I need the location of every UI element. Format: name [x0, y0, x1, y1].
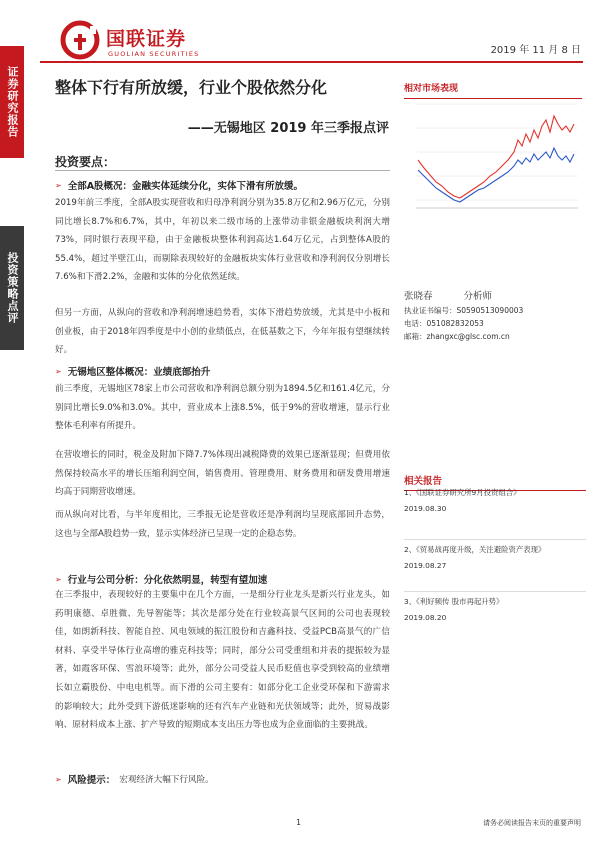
brand-name-en: GUOLIAN SECURITIES: [108, 50, 200, 58]
analyst-info: [404, 290, 586, 343]
analyst-cert: 执业证书编号：S0590513090003: [404, 306, 524, 315]
arrow-bullet-icon: ➢: [55, 180, 62, 190]
analyst-phone: 电话：051082832053: [404, 318, 484, 328]
related-reports-list: [404, 487, 586, 643]
report-date: 2019 年 11 月 8 日: [490, 45, 581, 56]
related-report-date: 2019.08.27: [404, 561, 447, 570]
section-paragraph: 前三季度，无锡地区78家上市公司营收和净利润总额分别为1894.5亿和161.4亿元，分别同比增长9.0%和3.0%。其中，营业成本上涨8.5%，低于9%的营收增速，显示行业整体毛利率有所提升。: [55, 384, 390, 432]
section-heading-text: 风险提示：: [67, 775, 116, 786]
section-heading-risk: [55, 772, 390, 786]
header-divider: [40, 61, 583, 63]
section-heading-all-a-shares: [55, 178, 390, 192]
highlights-divider: [55, 170, 390, 171]
page-number: 1: [296, 818, 302, 827]
related-report-title: 3、《利好频传 股市再起升势》: [404, 597, 504, 606]
report-subtitle: ——无锡地区 2019 年三季报点评: [187, 121, 389, 136]
brand-name-cn: 国联证券: [106, 28, 187, 50]
section-paragraph: 在营收增长的同时，税金及附加下降7.7%体现出减税降费的效果已逐渐显现；但费用依然保持较高水平的增长压缩利润空间，销售费用、管理费用、财务费用和研发费用增速均高于同期营收增速。: [55, 450, 390, 498]
related-report-title: 1、《国联证券研究所9月投资组合》: [404, 488, 521, 497]
related-report-item[interactable]: [404, 539, 586, 591]
chart-series-blue: [418, 148, 574, 202]
report-title: 整体下行有所放缓，行业个股依然分化: [55, 78, 328, 97]
related-reports-heading-label: 相关报告: [404, 476, 443, 487]
section-paragraph: 在三季报中，表现较好的主要集中在几个方面，一是细分行业龙头是新兴行业龙头，如药明康德、卓胜微、先导智能等；其次是部分处在行业较高景气区间的公司也表现较佳，如朗新科技、智能自控、风电领域的振江股份和吉鑫科技、受益PCB高景气的广信材料、享受半导体行业高增的雅克科技等；同时，部分公司受重组和并表的提振较为显著，如霞客环保、雪浪环境等；此外，部分公司受益人民币贬值也享受到较高的业绩增长如立霸股份、中电电机等。而下滑的公司主要有：如部分化工企业受环保和下游需求的影响较大；此外受到下游低迷影响的还有汽车产业链和光伏领域等；此外，贸易战影响、原材料成本上涨、扩产导致的短期成本支出压力等也成为企业面临的主要挑战。: [55, 590, 390, 731]
section-heading-text: 无锡地区整体概况：业绩底部抬升: [67, 367, 211, 378]
highlights-label: 投资要点：: [55, 155, 116, 169]
arrow-bullet-icon: ➢: [55, 774, 62, 784]
brand-logo: [60, 18, 220, 64]
arrow-bullet-icon: ➢: [55, 574, 62, 584]
section-heading-text: 全部A股概况：金融实体延续分化，实体下滑有所放缓。: [67, 181, 304, 192]
risk-text: 宏观经济大幅下行风险。: [119, 775, 214, 785]
logo-mark-icon: [60, 20, 100, 60]
related-report-date: 2019.08.20: [404, 613, 447, 622]
related-report-title: 2、《贸易战再度升级，关注避险资产表现》: [404, 545, 546, 554]
section-paragraph: 2019年前三季度，全部A股实现营收和归母净利润分别为35.8万亿和2.96万亿元，分别同比增长8.7%和6.7%，其中，年初以来二级市场的上涨带动非银金融板块利润大增73%，同时银行表现平稳，由于金融板块整体利润高达1.64万亿元，占到整体A股的55.4%，超过半壁江山，而剔除表现较好的金融板块实体行业营收和净利润仅分别增长7.6%和下滑2.2%，金融和实体的分化依然延续。: [55, 198, 390, 283]
related-report-date: 2019.08.30: [404, 504, 447, 513]
chart-heading-label: 相对市场表现: [404, 84, 459, 94]
related-report-item[interactable]: [404, 591, 586, 643]
side-tab-report-type: 证券研究报告: [0, 46, 24, 158]
footer-disclaimer: 请务必阅读报告末页的重要声明: [483, 819, 581, 827]
section-paragraph: 但另一方面，从纵向的营收和净利润增速趋势看，实体下滑趋势放缓，尤其是中小板和创业板，由于2018年四季度是中小创的业绩低点，在低基数之下，今年年报有望继续转好。: [55, 308, 390, 356]
section-heading-wuxi-overview: [55, 364, 390, 378]
related-report-item[interactable]: [404, 487, 586, 539]
section-paragraph: 而从纵向对比看，与半年度相比，三季报无论是营收还是净利润均呈现底部回升态势，这也与全部A股趋势一致，显示实体经济已呈现一定的企稳态势。: [55, 510, 390, 539]
analyst-role: 分析师: [463, 291, 493, 302]
analyst-email: 邮箱：zhangxc@glsc.com.cn: [404, 331, 510, 341]
analyst-name: 张晓春: [404, 291, 433, 302]
section-heading-industry-analysis: [55, 572, 390, 586]
chart-gridlines: [416, 104, 578, 208]
market-performance-chart: [400, 90, 586, 240]
side-tab-report-category: 投资策略点评: [0, 226, 24, 350]
arrow-bullet-icon: ➢: [55, 366, 62, 376]
section-heading-text: 行业与公司分析：分化依然明显，转型有望加速: [67, 575, 268, 586]
